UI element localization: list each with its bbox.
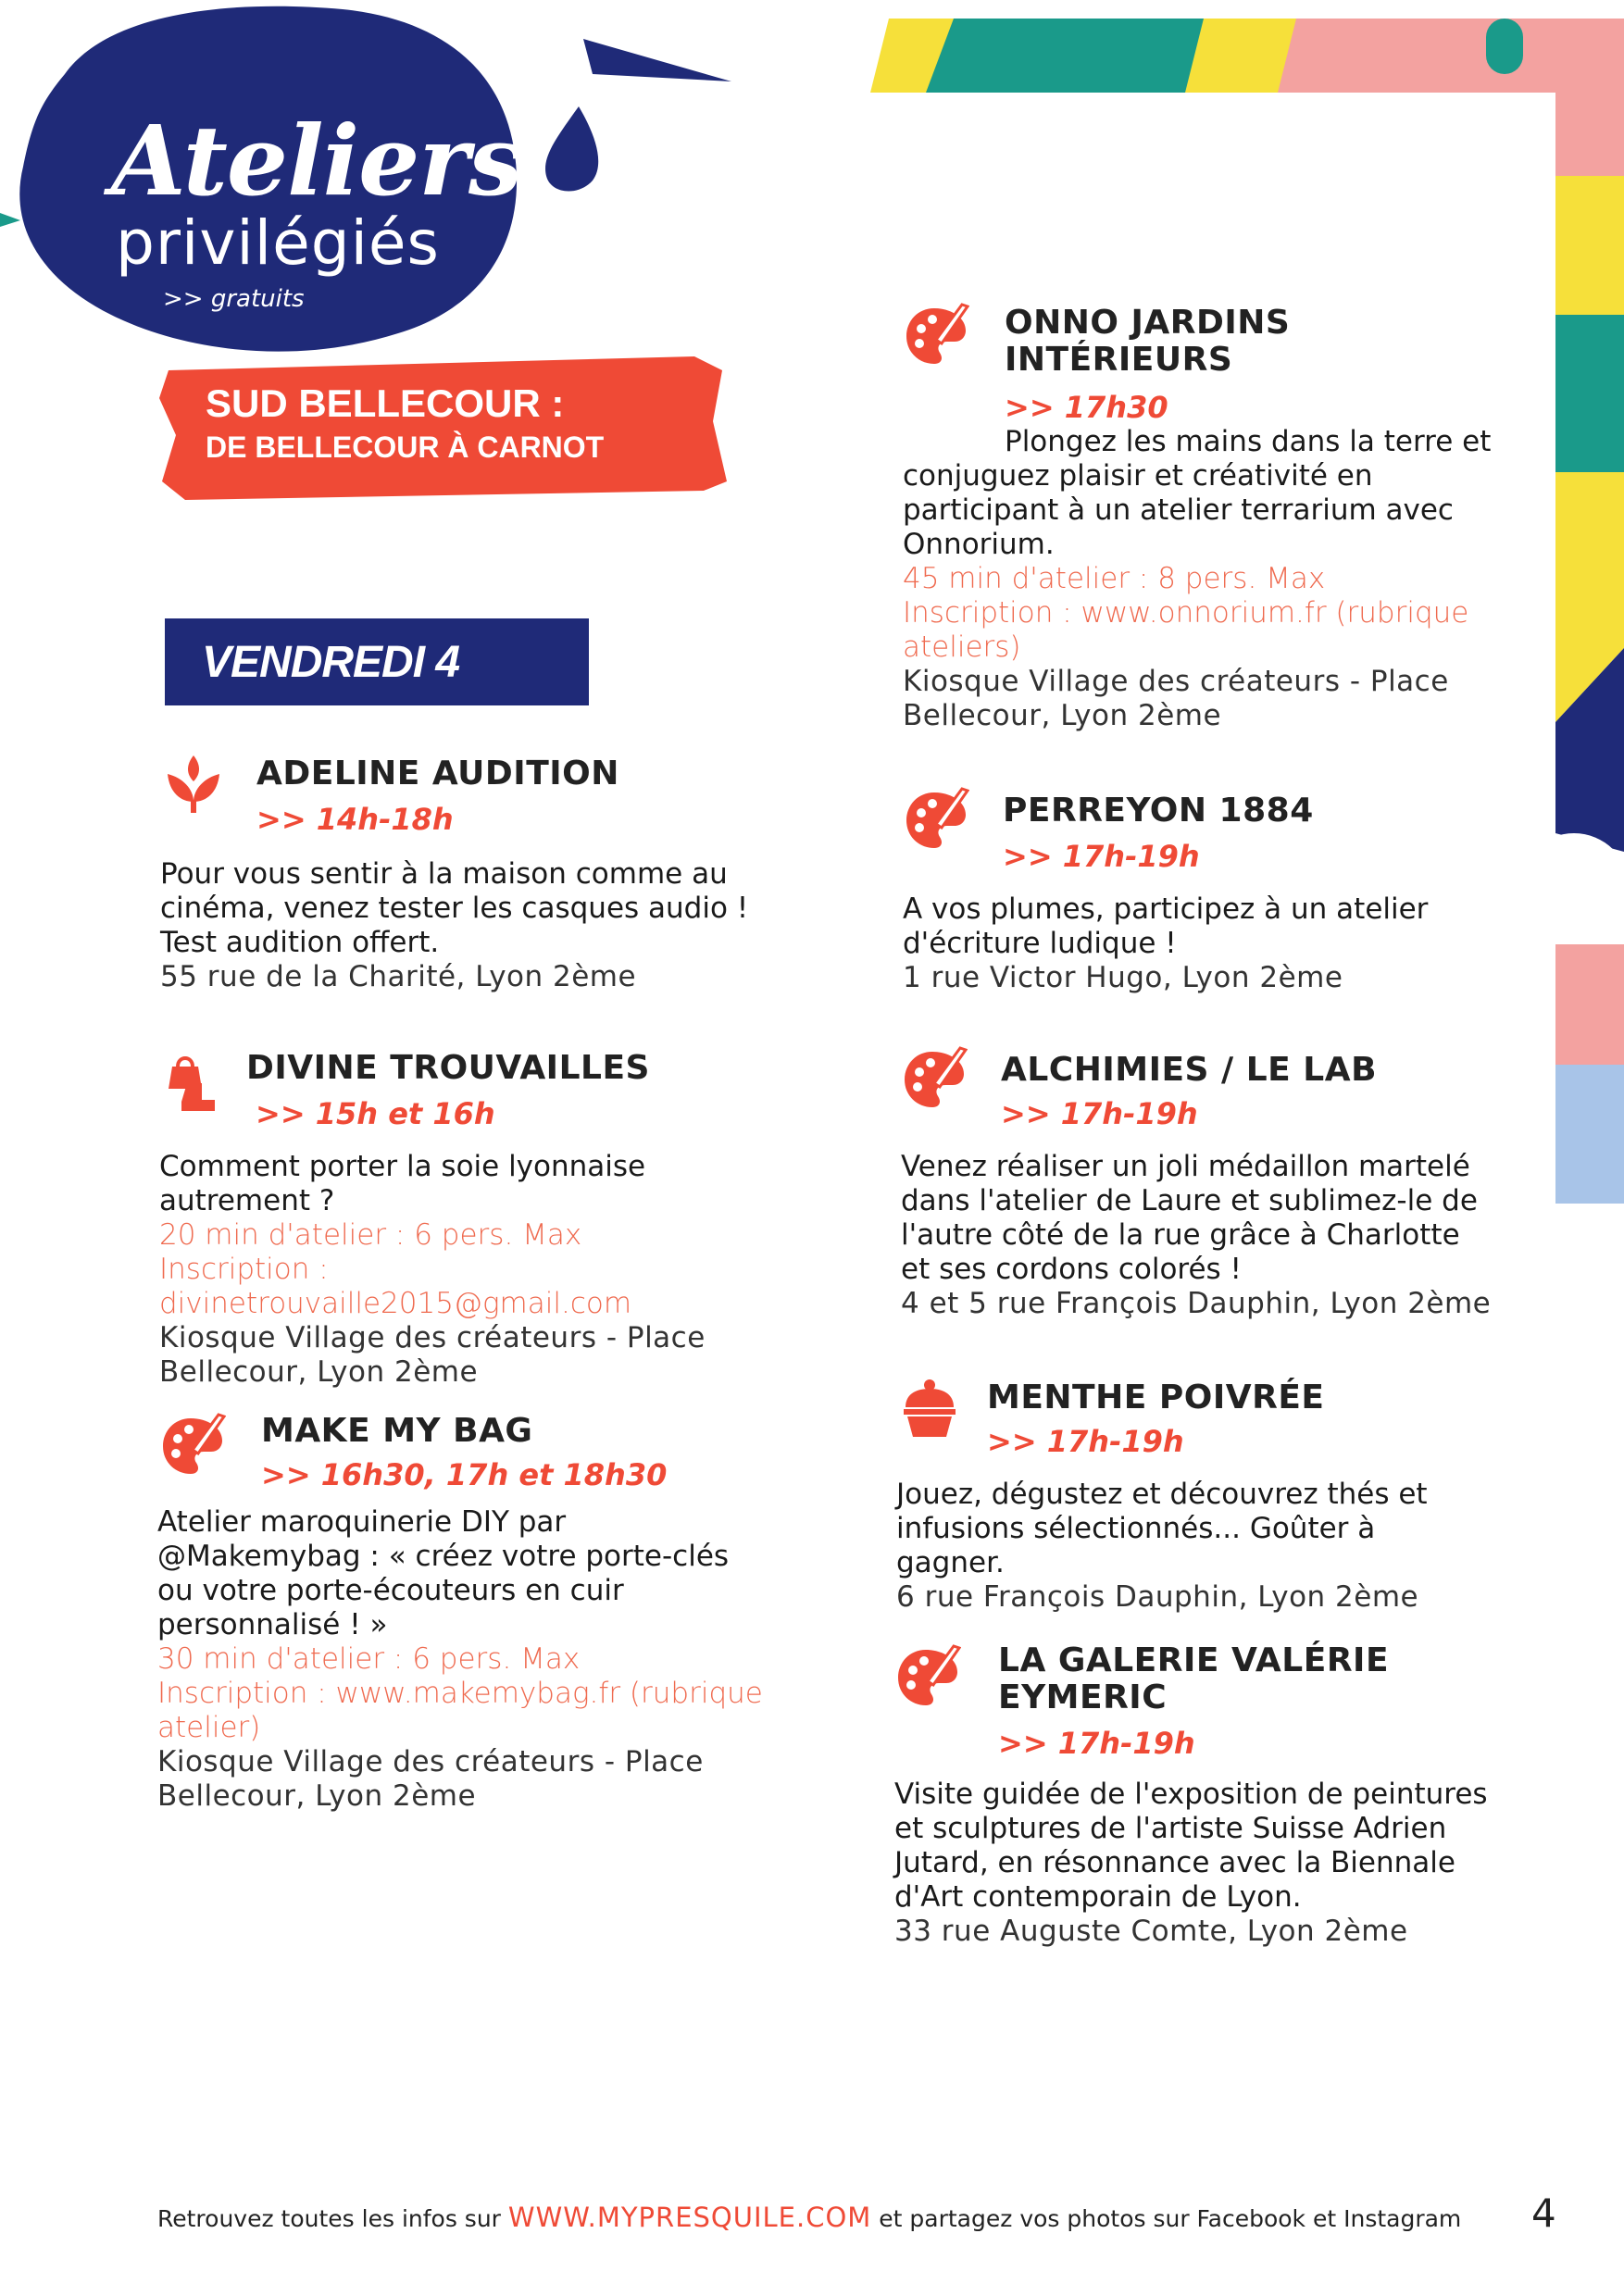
- footer: [157, 2202, 1472, 2233]
- palette-brush-icon: [159, 1413, 226, 1479]
- event-inscription: Inscription : divinetrouvaille2015@gmail.com: [159, 1253, 632, 1320]
- event-time: >> 14h-18h: [256, 802, 454, 837]
- page-number: 4: [1531, 2190, 1556, 2236]
- palette-brush-icon: [894, 1644, 961, 1711]
- palette-brush-icon: [901, 1046, 968, 1113]
- event-name: ONNO JARDINS INTÉRIEURS: [1005, 304, 1291, 379]
- zone-subtitle: DE BELLECOUR À CARNOT: [206, 430, 605, 464]
- day-header: VENDREDI 4: [165, 618, 589, 705]
- event-name: LA GALERIE VALÉRIE EYMERIC: [998, 1641, 1390, 1716]
- event-description: Venez réaliser un joli médaillon martelé dans l'atelier de Laure et sublimez-le de l'autre côté de la rue grâce à Charlotte et ses cordons colorés !: [901, 1150, 1478, 1286]
- event-name: ADELINE AUDITION: [256, 755, 619, 792]
- event-address: 1 rue Victor Hugo, Lyon 2ème: [903, 961, 1343, 994]
- footer-text-before: Retrouvez toutes les infos sur: [157, 2205, 501, 2232]
- event-address: Kiosque Village des créateurs - Place Bellecour, Lyon 2ème: [157, 1745, 704, 1813]
- event-duration: 45 min d'atelier : 8 pers. Max: [903, 562, 1326, 595]
- event-inscription: Inscription : www.onnorium.fr (rubrique ateliers): [903, 596, 1469, 664]
- event-time: >> 17h-19h: [1003, 839, 1200, 874]
- free-tag: >> gratuits: [163, 285, 305, 313]
- event-address: Kiosque Village des créateurs - Place Bellecour, Lyon 2ème: [159, 1321, 706, 1389]
- event-inscription: Inscription : www.makemybag.fr (rubrique atelier): [157, 1677, 763, 1744]
- palette-brush-icon: [903, 787, 969, 854]
- zone-title: SUD BELLECOUR :: [206, 381, 565, 425]
- shopping-bag-boot-icon: [159, 1046, 226, 1113]
- page-subtitle: privilégiés: [116, 207, 440, 279]
- event-name: ALCHIMIES / LE LAB: [1001, 1051, 1378, 1089]
- event-time: >> 17h30: [1005, 390, 1168, 425]
- event-name: MAKE MY BAG: [261, 1412, 533, 1450]
- event-description: Plongez les mains dans la terre et conjuguez plaisir et créativité en participant à un atelier terrarium avec Onnorium.: [903, 425, 1492, 561]
- event-address: 55 rue de la Charité, Lyon 2ème: [160, 960, 637, 993]
- event-name: MENTHE POIVRÉE: [987, 1379, 1325, 1416]
- event-duration: 20 min d'atelier : 6 pers. Max: [159, 1218, 582, 1252]
- event-description: A vos plumes, participez à un atelier d'écriture ludique !: [903, 892, 1429, 960]
- event-time: >> 17h-19h: [998, 1726, 1195, 1761]
- event-description: Jouez, dégustez et découvrez thés et infusions sélectionnés... Goûter à gagner.: [896, 1478, 1428, 1579]
- event-address: Kiosque Village des créateurs - Place Bellecour, Lyon 2ème: [903, 665, 1449, 732]
- footer-website-link[interactable]: WWW.MYPRESQUILE.COM: [507, 2202, 872, 2233]
- event-description: Pour vous sentir à la maison comme au cinéma, venez tester les casques audio ! Test audition offert.: [160, 857, 749, 959]
- event-name: DIVINE TROUVAILLES: [246, 1049, 650, 1087]
- event-address: 4 et 5 rue François Dauphin, Lyon 2ème: [901, 1287, 1492, 1320]
- event-time: >> 17h-19h: [1001, 1096, 1198, 1131]
- event-time: >> 16h30, 17h et 18h30: [261, 1457, 668, 1492]
- event-description: Atelier maroquinerie DIY par @Makemybag : « créez votre porte-clés ou votre porte-écouteurs en cuir personnalisé ! »: [157, 1505, 730, 1641]
- event-time: >> 17h-19h: [987, 1424, 1184, 1459]
- palette-brush-icon: [903, 303, 969, 369]
- flower-icon: [160, 750, 227, 817]
- event-description: Visite guidée de l'exposition de peintures et sculptures de l'artiste Suisse Adrien Jutard, en résonnance avec la Biennale d'Art contemporain de Lyon.: [894, 1778, 1488, 1914]
- event-duration: 30 min d'atelier : 6 pers. Max: [157, 1642, 581, 1676]
- event-time: >> 15h et 16h: [256, 1096, 495, 1131]
- event-address: 6 rue François Dauphin, Lyon 2ème: [896, 1580, 1419, 1614]
- footer-text-after: et partagez vos photos sur Facebook et Instagram: [879, 2205, 1462, 2232]
- event-description: Comment porter la soie lyonnaise autrement ?: [159, 1150, 646, 1217]
- page-title: Ateliers: [111, 104, 522, 218]
- event-address: 33 rue Auguste Comte, Lyon 2ème: [894, 1915, 1408, 1948]
- event-name: PERREYON 1884: [1003, 792, 1314, 830]
- cupcake-icon: [896, 1374, 963, 1441]
